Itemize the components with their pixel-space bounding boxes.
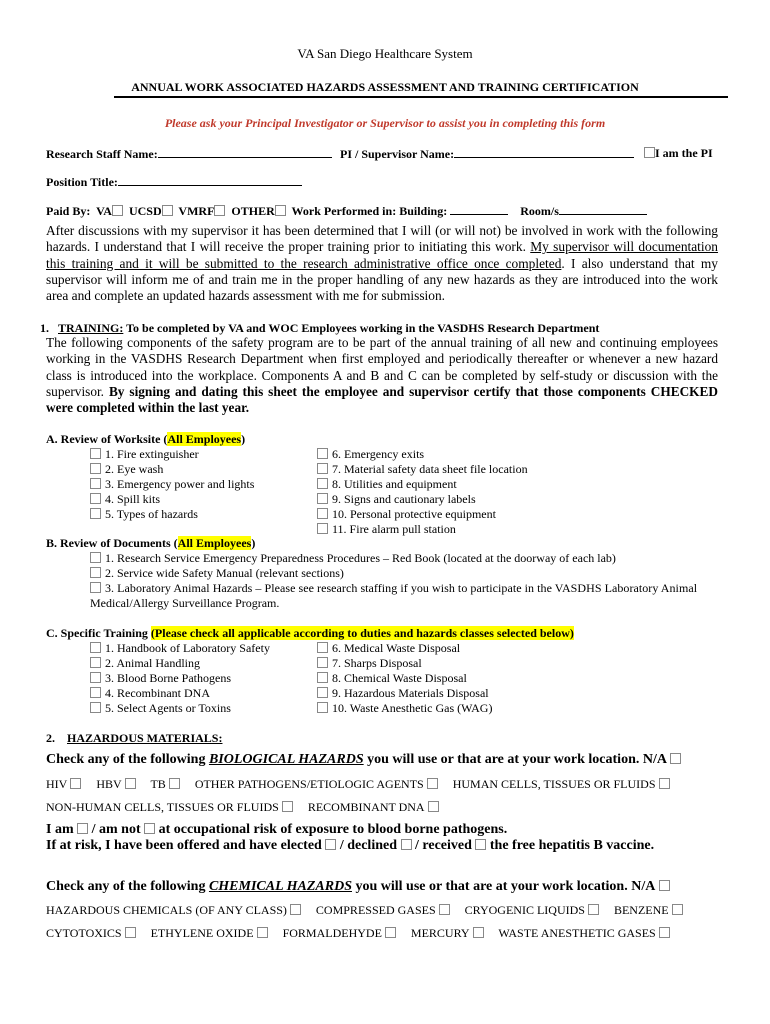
item-label: 2. Service wide Safety Manual (relevant sections) <box>105 566 344 580</box>
work-performed-label: Work Performed in: Building: <box>291 204 448 218</box>
bio-q-text-2: you will use or that are at your work location. N/A <box>363 752 667 767</box>
intro-underlined: My supervisor will documentation this training and it will be submitted to the research administrative office once completed <box>46 239 719 271</box>
section-b-heading <box>46 536 255 551</box>
checkbox[interactable] <box>317 687 328 698</box>
ethylene-oxide-checkbox[interactable] <box>257 927 268 938</box>
checkbox[interactable] <box>90 567 101 578</box>
checkbox[interactable] <box>317 702 328 713</box>
section-c-left-item-5 <box>90 701 231 716</box>
section-a-left-item-3 <box>90 477 254 492</box>
pi-name-row <box>340 146 634 162</box>
item-label: 5. Types of hazards <box>105 507 198 521</box>
item-label: 7. Material safety data sheet file location <box>332 462 528 476</box>
bio-row-2 <box>46 800 439 815</box>
paid-ucsd-checkbox[interactable] <box>162 205 173 216</box>
item-label: 6. Emergency exits <box>332 447 425 461</box>
section-c-label: C. Specific Training <box>46 626 151 640</box>
vaccine-elected-label: If at risk, I have been offered and have elected <box>46 838 322 853</box>
bio-row-1 <box>46 777 670 792</box>
staff-name-field[interactable] <box>158 146 332 158</box>
section-c-right-item-4 <box>317 686 489 701</box>
section-a-right-item-4 <box>317 492 476 507</box>
position-title-label: Position Title: <box>46 175 118 189</box>
formaldehyde-label: FORMALDEHYDE <box>282 926 382 940</box>
vaccine-declined-label: / declined <box>339 838 397 853</box>
human-cells-label: HUMAN CELLS, TISSUES OR FLUIDS <box>452 777 656 791</box>
i-am-pi-row <box>644 146 713 161</box>
intro-text-2: . I also understand that my supervisor will inform me of and train me in the proper handling of any new hazards as they are introduced into the work area and complete an updated hazards assessment with me for submission. <box>46 255 718 304</box>
item-label: 8. Utilities and equipment <box>332 477 457 491</box>
checkbox[interactable] <box>90 552 101 563</box>
checkbox[interactable] <box>317 657 328 668</box>
vaccine-received-label: / received <box>415 838 472 853</box>
human-cells-checkbox[interactable] <box>659 778 670 789</box>
hazmat-heading-label: HAZARDOUS MATERIALS: <box>67 731 223 745</box>
section-a-label: A. Review of Worksite ( <box>46 432 168 446</box>
org-name: VA San Diego Healthcare System <box>297 46 473 61</box>
item-label: 10. Waste Anesthetic Gas (WAG) <box>332 701 493 715</box>
title-rule <box>114 96 728 98</box>
item-label: 1. Fire extinguisher <box>105 447 199 461</box>
item-label: 10. Personal protective equipment <box>332 507 496 521</box>
section-c-right-item-3 <box>317 671 467 686</box>
training-heading-rest: To be completed by VA and WOC Employees working in the VASDHS Research Department <box>123 321 600 335</box>
bio-q-text: Check any of the following <box>46 752 209 767</box>
section-a-left-item-1 <box>90 447 199 462</box>
checkbox[interactable] <box>317 508 328 519</box>
section-a-right-item-2 <box>317 462 528 477</box>
ethylene-oxide-label: ETHYLENE OXIDE <box>150 926 254 940</box>
item-label: 3. Blood Borne Pathogens <box>105 671 231 685</box>
recombinant-dna-label: RECOMBINANT DNA <box>307 800 425 814</box>
not-at-risk-checkbox[interactable] <box>144 823 155 834</box>
compressed-gases-checkbox[interactable] <box>439 904 450 915</box>
item-label: 3. Laboratory Animal Hazards – Please see research staffing if you wish to participate in the VASDHS Laboratory Animal <box>105 581 698 595</box>
item-label: 1. Research Service Emergency Preparedness Procedures – Red Book (located at the doorway of each lab) <box>105 551 616 565</box>
form-notice: Please ask your Principal Investigator or Supervisor to assist you in completing this form <box>164 116 606 130</box>
paid-ucsd-label: UCSD <box>128 204 162 218</box>
cryogenic-liquids-label: CRYOGENIC LIQUIDS <box>464 903 585 917</box>
i-am-pi-checkbox[interactable] <box>644 147 655 158</box>
form-title: ANNUAL WORK ASSOCIATED HAZARDS ASSESSMENT AND TRAINING CERTIFICATION <box>131 80 639 94</box>
paid-va-label: VA <box>96 204 112 218</box>
risk-line-2 <box>46 838 654 854</box>
section-a-left-item-4 <box>90 492 160 507</box>
checkbox[interactable] <box>317 448 328 459</box>
staff-name-label: Research Staff Name: <box>46 147 158 161</box>
training-heading <box>40 321 599 336</box>
chem-q-text: Check any of the following <box>46 879 209 894</box>
hazmat-heading <box>46 731 222 746</box>
checkbox[interactable] <box>90 582 101 593</box>
section-a-highlight: All Employees <box>167 432 242 446</box>
checkbox[interactable] <box>90 642 101 653</box>
section-b-highlight: All Employees <box>177 536 252 550</box>
intro-paragraph <box>46 223 718 304</box>
section-c-right-item-1 <box>317 641 460 656</box>
pi-name-field[interactable] <box>454 146 634 158</box>
waste-anesthetic-gases-label: WASTE ANESTHETIC GASES <box>498 926 656 940</box>
item-label: 5. Select Agents or Toxins <box>105 701 231 715</box>
item-label: 9. Signs and cautionary labels <box>332 492 476 506</box>
checkbox[interactable] <box>90 702 101 713</box>
benzene-checkbox[interactable] <box>672 904 683 915</box>
section-c-heading <box>46 626 574 641</box>
section-a-right-item-3 <box>317 477 457 492</box>
section-c-left-item-2 <box>90 656 200 671</box>
tb-label: TB <box>150 777 166 791</box>
cytotoxics-label: CYTOTOXICS <box>46 926 122 940</box>
section-b-item-1 <box>90 551 616 566</box>
section-c-left-item-1 <box>90 641 270 656</box>
hiv-checkbox[interactable] <box>70 778 81 789</box>
tb-checkbox[interactable] <box>169 778 180 789</box>
cytotoxics-checkbox[interactable] <box>125 927 136 938</box>
pi-name-label: PI / Supervisor Name: <box>340 147 455 161</box>
paid-vmrf-checkbox[interactable] <box>214 205 225 216</box>
formaldehyde-checkbox[interactable] <box>385 927 396 938</box>
training-body-text: The following components of the safety program are to be part of the annual training of all new and continuing employees working in the VASDHS Research Department when first employed and periodically thereafter or whenever a new hazard class is introduced into the workplace. Components A and B and C can be completed by self-study or discussion with the supervisor. <box>46 335 718 399</box>
benzene-label: BENZENE <box>613 903 669 917</box>
chem-question <box>46 879 670 895</box>
section-b-item-3-cont: Medical/Allergy Surveillance Program. <box>90 596 280 610</box>
bio-q-emph: BIOLOGICAL HAZARDS <box>208 752 364 767</box>
hbv-checkbox[interactable] <box>125 778 136 789</box>
section-c-highlight: (Please check all applicable according to duties and hazards classes selected below) <box>150 626 574 640</box>
checkbox[interactable] <box>90 463 101 474</box>
vaccine-statement: the free hepatitis B vaccine. <box>489 838 655 853</box>
training-number: 1. <box>40 321 49 335</box>
at-risk-checkbox[interactable] <box>77 823 88 834</box>
chem-na-checkbox[interactable] <box>659 880 670 891</box>
checkbox[interactable] <box>317 642 328 653</box>
section-a-close: ) <box>241 432 246 446</box>
paid-other-checkbox[interactable] <box>275 205 286 216</box>
waste-anesthetic-gases-checkbox[interactable] <box>659 927 670 938</box>
hazardous-chemicals-checkbox[interactable] <box>290 904 301 915</box>
checkbox[interactable] <box>317 478 328 489</box>
risk-am-not: / am not <box>91 822 141 837</box>
room-field[interactable] <box>559 203 647 215</box>
section-c-right-item-5 <box>317 701 492 716</box>
item-label: 11. Fire alarm pull station <box>332 522 456 536</box>
section-a-right-item-1 <box>317 447 424 462</box>
chem-q-emph: CHEMICAL HAZARDS <box>208 879 352 894</box>
compressed-gases-label: COMPRESSED GASES <box>315 903 436 917</box>
section-a-left-item-2 <box>90 462 163 477</box>
risk-line-1 <box>46 822 507 838</box>
intro-text-1: After discussions with my supervisor it has been determined that I will (or will not) be involved in work with the following hazards. I understand that I will receive the proper training prior to initiating this work. <box>46 223 718 255</box>
training-body-bold: By signing and dating this sheet the employee and supervisor certify that those components CHECKED were completed within the last year. <box>46 383 718 416</box>
risk-i-am: I am <box>46 822 74 837</box>
section-a-right-item-6 <box>317 522 456 537</box>
item-label: 4. Spill kits <box>105 492 161 506</box>
chem-q-text-2: you will use or that are at your work location. N/A <box>351 879 656 894</box>
section-a-right-item-5 <box>317 507 496 522</box>
paid-va-checkbox[interactable] <box>112 205 123 216</box>
section-b-close: ) <box>251 536 256 550</box>
room-label: Room/s <box>520 204 559 218</box>
position-title-row <box>46 174 302 190</box>
cryogenic-liquids-checkbox[interactable] <box>588 904 599 915</box>
hiv-label: HIV <box>46 777 68 791</box>
checkbox[interactable] <box>317 523 328 534</box>
section-b-label: B. Review of Documents ( <box>46 536 178 550</box>
received-checkbox[interactable] <box>475 839 486 850</box>
checkbox[interactable] <box>90 448 101 459</box>
checkbox[interactable] <box>317 463 328 474</box>
item-label: 4. Recombinant DNA <box>105 686 210 700</box>
paid-by-row <box>46 203 647 219</box>
paid-vmrf-label: VMRF <box>178 204 215 218</box>
item-label: 6. Medical Waste Disposal <box>332 641 461 655</box>
checkbox[interactable] <box>90 672 101 683</box>
checkbox[interactable] <box>317 672 328 683</box>
section-c-left-item-3 <box>90 671 231 686</box>
checkbox[interactable] <box>90 657 101 668</box>
section-b-item-3 <box>90 581 697 596</box>
paid-other-label: OTHER <box>231 204 275 218</box>
checkbox[interactable] <box>90 493 101 504</box>
item-label: 7. Sharps Disposal <box>332 656 422 670</box>
bio-na-checkbox[interactable] <box>670 753 681 764</box>
other-pathogens-checkbox[interactable] <box>427 778 438 789</box>
item-label: 2. Animal Handling <box>105 656 200 670</box>
non-human-cells-label: NON-HUMAN CELLS, TISSUES OR FLUIDS <box>46 800 279 814</box>
section-c-right-item-2 <box>317 656 422 671</box>
other-pathogens-label: OTHER PATHOGENS/ETIOLOGIC AGENTS <box>194 777 424 791</box>
checkbox[interactable] <box>90 508 101 519</box>
item-label: 1. Handbook of Laboratory Safety <box>105 641 270 655</box>
hazmat-number: 2. <box>46 731 55 745</box>
section-a-left-item-5 <box>90 507 198 522</box>
bio-question <box>46 752 681 768</box>
checkbox[interactable] <box>317 493 328 504</box>
checkbox[interactable] <box>90 478 101 489</box>
item-label: 9. Hazardous Materials Disposal <box>332 686 489 700</box>
mercury-label: MERCURY <box>410 926 470 940</box>
position-title-field[interactable] <box>118 174 302 186</box>
elected-checkbox[interactable] <box>325 839 336 850</box>
i-am-pi-label: I am the PI <box>655 146 713 160</box>
training-body <box>46 335 718 416</box>
risk-statement: at occupational risk of exposure to blood borne pathogens. <box>158 822 508 837</box>
hbv-label: HBV <box>96 777 122 791</box>
hazardous-chemicals-label: HAZARDOUS CHEMICALS (OF ANY CLASS) <box>46 903 287 917</box>
item-label: 2. Eye wash <box>105 462 164 476</box>
item-label: 3. Emergency power and lights <box>105 477 255 491</box>
checkbox[interactable] <box>90 687 101 698</box>
chem-row-2 <box>46 926 670 941</box>
section-c-left-item-4 <box>90 686 210 701</box>
staff-name-row <box>46 146 332 162</box>
item-label: 8. Chemical Waste Disposal <box>332 671 467 685</box>
non-human-cells-checkbox[interactable] <box>282 801 293 812</box>
building-field[interactable] <box>450 203 508 215</box>
paid-by-label: Paid By: <box>46 204 91 218</box>
section-a-heading <box>46 432 245 447</box>
section-b-item-2 <box>90 566 344 581</box>
mercury-checkbox[interactable] <box>473 927 484 938</box>
training-heading-label: TRAINING: <box>58 321 124 335</box>
chem-row-1 <box>46 903 683 918</box>
declined-checkbox[interactable] <box>401 839 412 850</box>
recombinant-dna-checkbox[interactable] <box>428 801 439 812</box>
